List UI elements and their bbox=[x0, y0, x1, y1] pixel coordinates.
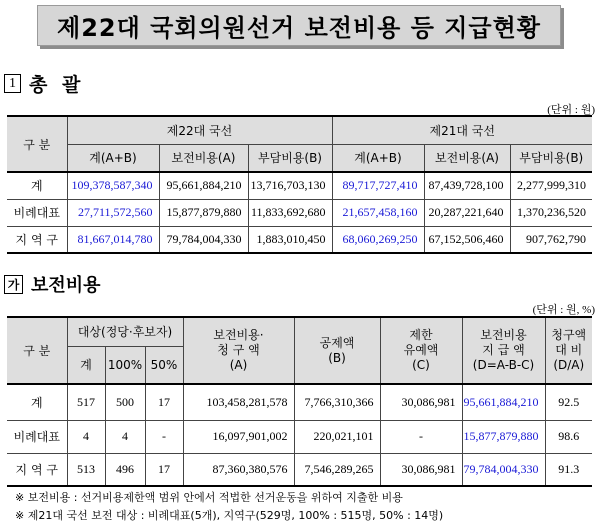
t2-header-gubun: 구 분 bbox=[7, 317, 67, 384]
cell-value: 13,716,703,130 bbox=[248, 172, 332, 199]
row-label: 비례대표 bbox=[7, 199, 67, 226]
t2-header-ratio bbox=[545, 317, 592, 384]
cell-value: 496 bbox=[105, 453, 145, 486]
cell-value: 2,277,999,310 bbox=[510, 172, 592, 199]
page-title: 제22대 국회의원선거 보전비용 등 지급현황 bbox=[57, 14, 541, 42]
table-row bbox=[7, 199, 592, 226]
reimbursement-table bbox=[7, 316, 592, 487]
cell-value: 79,784,004,330 bbox=[462, 453, 545, 486]
cell-value: 1,883,010,450 bbox=[248, 226, 332, 253]
t2-col-total: 계 bbox=[67, 346, 105, 384]
t2-paid-line1: 보전비용 bbox=[480, 328, 527, 342]
t2-ratio-line2: 대 비 bbox=[555, 343, 583, 357]
t2-deduct-line1: 공제액 bbox=[319, 335, 355, 350]
row-label: 지 역 구 bbox=[7, 453, 67, 486]
t1-header-22nd: 제22대 국선 bbox=[67, 116, 332, 144]
cell-value: - bbox=[145, 420, 183, 453]
t2-limit-line2: 유예액 bbox=[403, 343, 439, 357]
row-label: 비례대표 bbox=[7, 420, 67, 453]
row-label: 계 bbox=[7, 172, 67, 199]
cell-value: 30,086,981 bbox=[380, 453, 462, 486]
table-1-unit: (단위 : 원) bbox=[547, 104, 595, 116]
table-row bbox=[7, 384, 592, 420]
section-2-label: 보전비용 bbox=[31, 275, 101, 296]
cell-value: 513 bbox=[67, 453, 105, 486]
cell-value: 4 bbox=[67, 420, 105, 453]
cell-value: 91.3 bbox=[545, 453, 592, 486]
cell-value: 87,360,380,576 bbox=[183, 453, 294, 486]
footnotes bbox=[15, 489, 443, 525]
cell-value: 21,657,458,160 bbox=[332, 199, 424, 226]
t2-header-claim bbox=[183, 317, 294, 384]
t2-deduct-line2: (B) bbox=[328, 350, 346, 365]
t2-claim-line2: 청 구 액 bbox=[217, 343, 260, 357]
t1-col-burden-21: 부담비용(B) bbox=[510, 144, 592, 172]
cell-value: 11,833,692,680 bbox=[248, 199, 332, 226]
cell-value: 95,661,884,210 bbox=[462, 384, 545, 420]
t1-col-total-22: 계(A+B) bbox=[67, 144, 159, 172]
footnote-1: ※ 보전비용 : 선거비용제한액 범위 안에서 적법한 선거운동을 위하여 지출한 비용 bbox=[15, 491, 403, 504]
cell-value: 20,287,221,640 bbox=[424, 199, 510, 226]
cell-value: 27,711,572,560 bbox=[67, 199, 159, 226]
t1-col-burden-22: 부담비용(B) bbox=[248, 144, 332, 172]
table-2-unit: (단위 : 원, %) bbox=[532, 304, 595, 316]
t2-claim-line3: (A) bbox=[229, 358, 248, 372]
t2-header-target: 대상(정당·후보자) bbox=[67, 317, 183, 346]
t1-header-gubun: 구 분 bbox=[7, 116, 67, 172]
cell-value: 907,762,790 bbox=[510, 226, 592, 253]
cell-value: 87,439,728,100 bbox=[424, 172, 510, 199]
cell-value: 92.5 bbox=[545, 384, 592, 420]
cell-value: 517 bbox=[67, 384, 105, 420]
cell-value: 30,086,981 bbox=[380, 384, 462, 420]
footnote-2: ※ 제21대 국선 보전 대상 : 비례대표(5개), 지역구(529명, 100% : 515명, 50% : 14명) bbox=[15, 509, 444, 522]
section-2-heading bbox=[4, 271, 101, 297]
table-row bbox=[7, 226, 592, 253]
page-title-box bbox=[37, 5, 561, 46]
t2-header-deduct bbox=[294, 317, 380, 384]
t2-claim-line1: 보전비용· bbox=[213, 328, 264, 342]
cell-value: 4 bbox=[105, 420, 145, 453]
section-2-number: 가 bbox=[4, 275, 23, 294]
t1-header-21st: 제21대 국선 bbox=[332, 116, 592, 144]
t2-ratio-line1: 청구액 bbox=[551, 328, 587, 342]
cell-value: 98.6 bbox=[545, 420, 592, 453]
cell-value: 103,458,281,578 bbox=[183, 384, 294, 420]
t2-col-50: 50% bbox=[145, 346, 183, 384]
cell-value: 89,717,727,410 bbox=[332, 172, 424, 199]
row-label: 계 bbox=[7, 384, 67, 420]
cell-value: 15,877,879,880 bbox=[159, 199, 248, 226]
t2-header-limit bbox=[380, 317, 462, 384]
cell-value: 17 bbox=[145, 453, 183, 486]
t2-header-paid bbox=[462, 317, 545, 384]
t2-paid-line3: (D=A-B-C) bbox=[472, 358, 535, 372]
cell-value: 220,021,101 bbox=[294, 420, 380, 453]
cell-value: 68,060,269,250 bbox=[332, 226, 424, 253]
section-1-number: 1 bbox=[4, 74, 21, 93]
t2-limit-line3: (C) bbox=[412, 358, 430, 372]
cell-value: 500 bbox=[105, 384, 145, 420]
cell-value: 95,661,884,210 bbox=[159, 172, 248, 199]
row-label: 지 역 구 bbox=[7, 226, 67, 253]
t1-col-total-21: 계(A+B) bbox=[332, 144, 424, 172]
cell-value: 7,546,289,265 bbox=[294, 453, 380, 486]
t2-limit-line1: 제한 bbox=[409, 328, 433, 342]
t2-col-100: 100% bbox=[105, 346, 145, 384]
cell-value: 15,877,879,880 bbox=[462, 420, 545, 453]
cell-value: 109,378,587,340 bbox=[67, 172, 159, 199]
section-1-label: 총 괄 bbox=[29, 74, 85, 96]
cell-value: - bbox=[380, 420, 462, 453]
table-row bbox=[7, 420, 592, 453]
cell-value: 81,667,014,780 bbox=[67, 226, 159, 253]
cell-value: 67,152,506,460 bbox=[424, 226, 510, 253]
table-row bbox=[7, 453, 592, 486]
cell-value: 1,370,236,520 bbox=[510, 199, 592, 226]
t1-col-reimb-21: 보전비용(A) bbox=[424, 144, 510, 172]
t2-ratio-line3: (D/A) bbox=[553, 358, 585, 372]
table-row bbox=[7, 172, 592, 199]
summary-table bbox=[7, 115, 592, 254]
cell-value: 17 bbox=[145, 384, 183, 420]
t2-paid-line2: 지 급 액 bbox=[482, 343, 525, 357]
t1-col-reimb-22: 보전비용(A) bbox=[159, 144, 248, 172]
cell-value: 79,784,004,330 bbox=[159, 226, 248, 253]
cell-value: 16,097,901,002 bbox=[183, 420, 294, 453]
section-1-heading bbox=[4, 70, 84, 97]
cell-value: 7,766,310,366 bbox=[294, 384, 380, 420]
